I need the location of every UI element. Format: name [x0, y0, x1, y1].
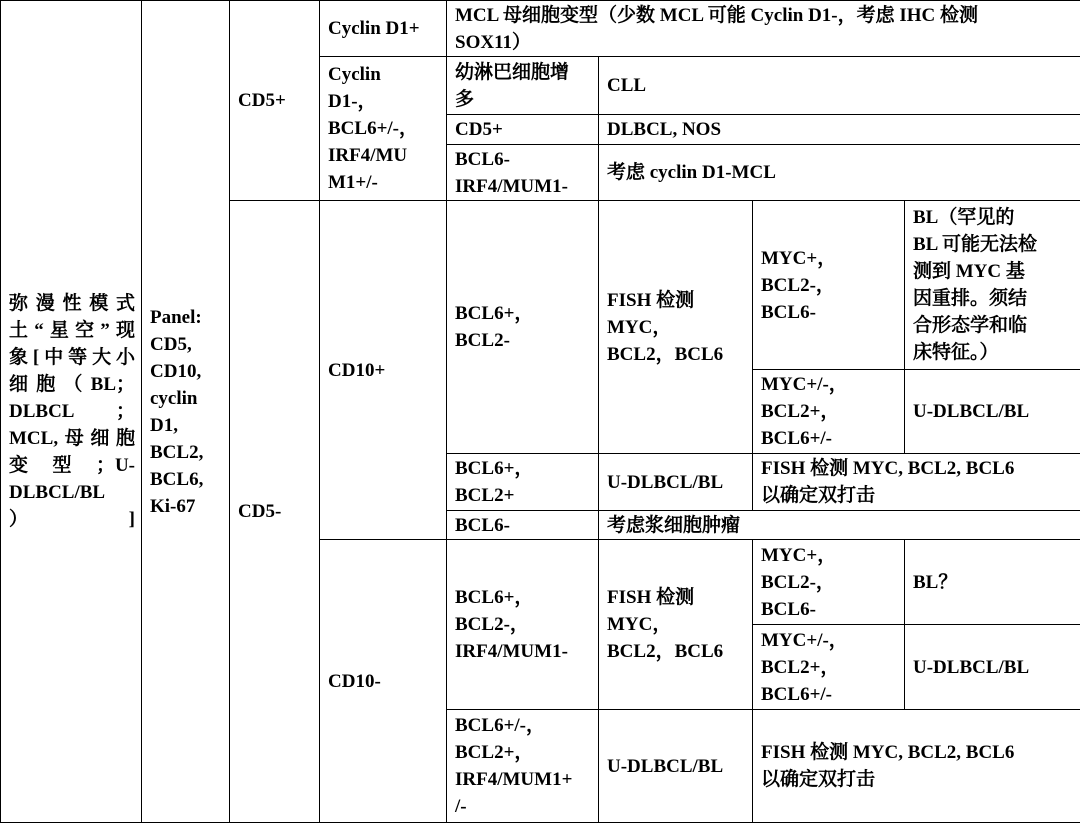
bcl6-bcl2-irf4-cell: BCL6+， BCL2-， IRF4/MUM1-: [447, 540, 599, 710]
mcl-blastoid-result-cell: MCL 母细胞变型（少数 MCL 可能 Cyclin D1-，考虑 IHC 检测 SOX11）: [447, 1, 1080, 57]
bl-diagnosis-cell: BL（罕见的 BL 可能无法检 测到 MYC 基 因重排。须结 合形态学和临 床特征。）: [905, 201, 1080, 370]
cd5-positive-cell: CD5+: [230, 1, 320, 201]
bl-question-diagnosis-cell: BL？: [905, 540, 1080, 625]
myc-pos-result-cell: MYC+， BCL2-， BCL6-: [753, 540, 905, 625]
cd5-negative-cell: CD5-: [230, 201, 320, 823]
prolymphocytes-cell: 幼淋巴细胞增 多: [447, 57, 599, 115]
u-dlbcl-bl-diagnosis-cell: U-DLBCL/BL: [905, 370, 1080, 454]
u-dlbcl-bl-cell: U-DLBCL/BL: [599, 710, 753, 823]
double-hit-fish-cell: FISH 检测 MYC, BCL2, BCL6 以确定双打击: [753, 454, 1080, 511]
bcl6-negative-cell: BCL6-: [447, 511, 599, 540]
bcl6-pos-bcl2-pos-cell: BCL6+， BCL2+: [447, 454, 599, 511]
double-hit-fish-cell: FISH 检测 MYC, BCL2, BCL6 以确定双打击: [753, 710, 1080, 823]
bcl6-bcl2-irf4-mixed-cell: BCL6+/-， BCL2+， IRF4/MUM1+ /-: [447, 710, 599, 823]
morphology-pattern-cell: 弥漫性模式 土“星空”现 象[中等大小 细胞（BL； DLBCL ； MCL,母细胞 变型；U- DLBCL/BL ）]: [1, 1, 142, 823]
cll-result-cell: CLL: [599, 57, 1080, 115]
plasma-cell-neoplasm-cell: 考虑浆细胞肿瘤: [599, 511, 1080, 540]
bcl6-pos-bcl2-neg-cell: BCL6+， BCL2-: [447, 201, 599, 454]
fish-test-cell: FISH 检测 MYC， BCL2，BCL6: [599, 201, 753, 454]
dlbcl-nos-result-cell: DLBCL, NOS: [599, 115, 1080, 145]
myc-mixed-result-cell: MYC+/-， BCL2+， BCL6+/-: [753, 625, 905, 710]
fish-test-cell: FISH 检测 MYC， BCL2，BCL6: [599, 540, 753, 710]
table-row: [1, 1, 1080, 57]
cd10-negative-cell: CD10-: [320, 540, 447, 823]
u-dlbcl-bl-cell: U-DLBCL/BL: [599, 454, 753, 511]
cyclin-d1-negative-cell: Cyclin D1-， BCL6+/-， IRF4/MU M1+/-: [320, 57, 447, 201]
cyclin-d1-negative-mcl-result-cell: 考虑 cyclin D1-MCL: [599, 145, 1080, 201]
myc-mixed-result-cell: MYC+/-， BCL2+， BCL6+/-: [753, 370, 905, 454]
cd10-positive-cell: CD10+: [320, 201, 447, 540]
cyclin-d1-positive-cell: Cyclin D1+: [320, 1, 447, 57]
bcl6-irf4-negative-cell: BCL6- IRF4/MUM1-: [447, 145, 599, 201]
u-dlbcl-bl-diagnosis-cell: U-DLBCL/BL: [905, 625, 1080, 710]
cd5-positive-marker-cell: CD5+: [447, 115, 599, 145]
ihc-panel-cell: Panel: CD5, CD10, cyclin D1, BCL2, BCL6, Ki-67: [142, 1, 230, 823]
myc-pos-result-cell: MYC+， BCL2-， BCL6-: [753, 201, 905, 370]
